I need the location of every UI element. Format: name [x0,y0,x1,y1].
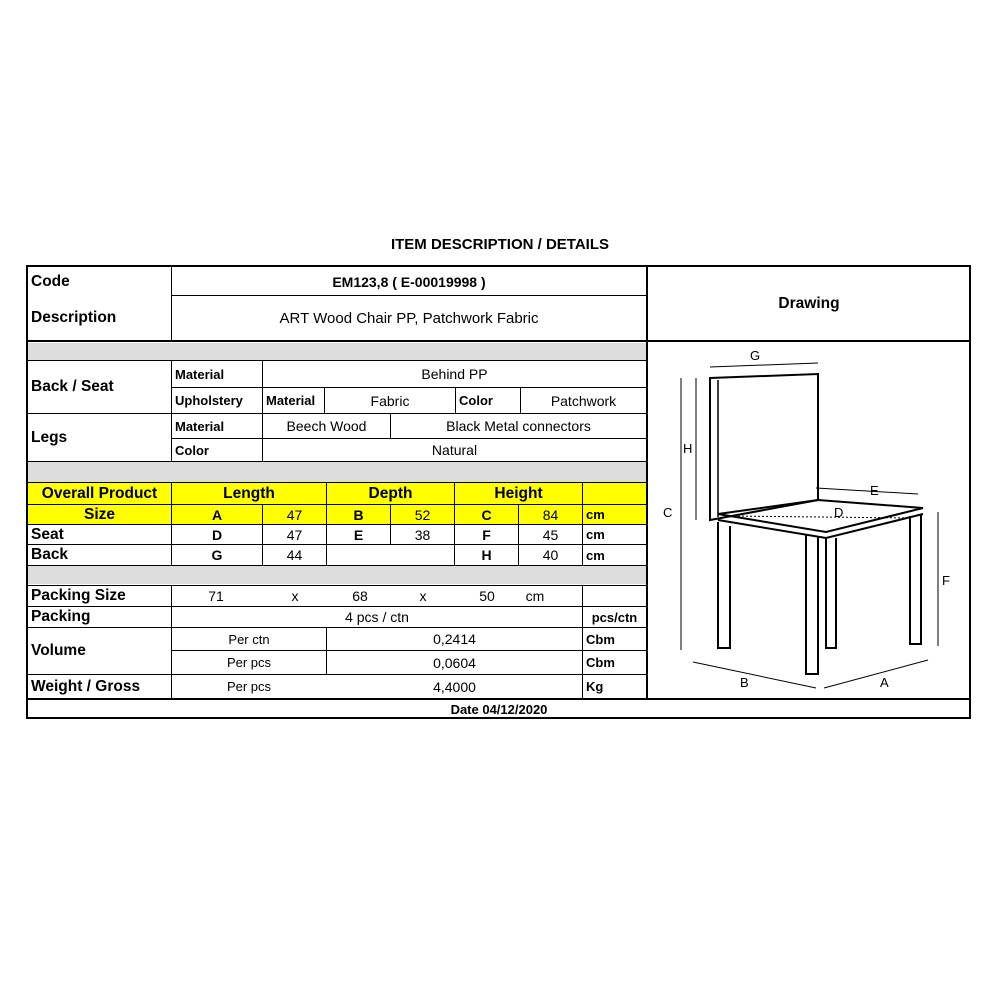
packing-size-height: 50 [479,588,495,604]
overall-key-c: C [481,506,492,523]
legs-material-label: Material [175,418,225,434]
overall-value-c: 84 [542,506,559,523]
code-label: Code [31,272,70,290]
seat-label: Seat [31,525,64,543]
back-label: Back [31,546,69,564]
overall-key-b: B [353,506,364,523]
chair-seat [718,500,923,532]
dim-label-g: G [750,348,761,363]
separator-row [28,462,646,482]
packing-size-length: 71 [208,588,224,604]
back-key-g: G [211,547,223,563]
seat-value-f: 45 [542,526,559,543]
dim-label-f: F [942,573,950,588]
weight-value: 4,4000 [433,678,476,695]
packing-unit: pcs/ctn [591,609,638,625]
upholstery-color-label: Color [459,393,493,408]
separator-row [28,343,646,360]
packing-label: Packing [31,608,91,626]
weight-per-pcs-label: Per pcs [226,679,272,694]
dim-label-c: C [663,505,673,520]
back-seat-material-value: Behind PP [421,366,488,382]
length-header: Length [223,484,275,502]
packing-size-label: Packing Size [31,587,126,605]
volume-label: Volume [31,642,86,660]
legs-color-value: Natural [431,442,478,458]
weight-label: Weight / Gross [31,677,141,695]
upholstery-material-value: Fabric [370,392,410,409]
overall-key-a: A [211,506,223,523]
back-seat-label: Back / Seat [31,378,114,396]
seat-unit: cm [586,527,605,542]
packing-size-x1: x [291,588,299,604]
upholstery-label: Upholstery [175,393,243,408]
volume-per-ctn-value: 0,2414 [433,631,476,647]
back-key-h: H [481,547,492,563]
overall-size-label-2: Size [83,505,115,523]
chair-leg [826,538,836,648]
dim-label-d: D [834,505,844,520]
date-footer: Date 04/12/2020 [450,701,548,717]
legs-material-value-2: Black Metal connectors [446,418,591,434]
legs-label: Legs [31,428,68,446]
upholstery-material-label: Material [266,393,316,408]
overall-value-b: 52 [414,506,431,523]
volume-per-pcs-value: 0,0604 [433,654,476,671]
chair-leg [910,514,921,644]
seat-value-d: 47 [286,526,303,543]
packing-size-unit: cm [525,588,545,604]
description-label: Description [31,309,117,327]
height-header: Height [494,484,543,502]
depth-header: Depth [368,484,413,502]
seat-key-f: F [482,526,491,543]
upholstery-color-value: Patchwork [550,392,617,409]
back-seat-material-label: Material [175,366,225,382]
description-value: ART Wood Chair PP, Patchwork Fabric [279,309,539,327]
dim-label-e: E [870,483,879,498]
code-value: EM123,8 ( E-00019998 ) [332,273,486,290]
separator-row [28,566,646,584]
overall-unit: cm [586,507,605,522]
dim-label-h: H [683,441,693,456]
chair-leg [806,534,818,674]
dim-label-b: B [740,675,749,690]
chair-leg [718,522,730,648]
seat-key-e: E [353,526,364,543]
back-value-g: 44 [286,547,303,563]
volume-per-ctn-unit: Cbm [586,631,615,647]
legs-material-value-1: Beech Wood [286,418,367,434]
chair-line-drawing [648,342,970,698]
chair-backrest [710,374,818,520]
packing-value: 4 pcs / ctn [345,609,409,625]
volume-per-pcs-unit: Cbm [586,655,615,670]
drawing-label: Drawing [778,295,840,313]
volume-per-pcs-label: Per pcs [226,655,272,670]
sheet-title: ITEM DESCRIPTION / DETAILS [390,236,610,253]
back-value-h: 40 [542,547,559,563]
packing-size-width: 68 [352,588,368,604]
legs-color-label: Color [175,442,209,458]
dim-label-a: A [880,675,889,690]
weight-unit: Kg [586,679,604,694]
chair-drawing [648,342,970,698]
packing-size-x2: x [419,588,427,604]
volume-per-ctn-label: Per ctn [228,631,270,647]
seat-value-e: 38 [414,526,431,543]
back-unit: cm [586,547,605,563]
seat-key-d: D [211,526,223,543]
overall-size-label-1: Overall Product [41,484,158,502]
overall-value-a: 47 [286,506,303,523]
